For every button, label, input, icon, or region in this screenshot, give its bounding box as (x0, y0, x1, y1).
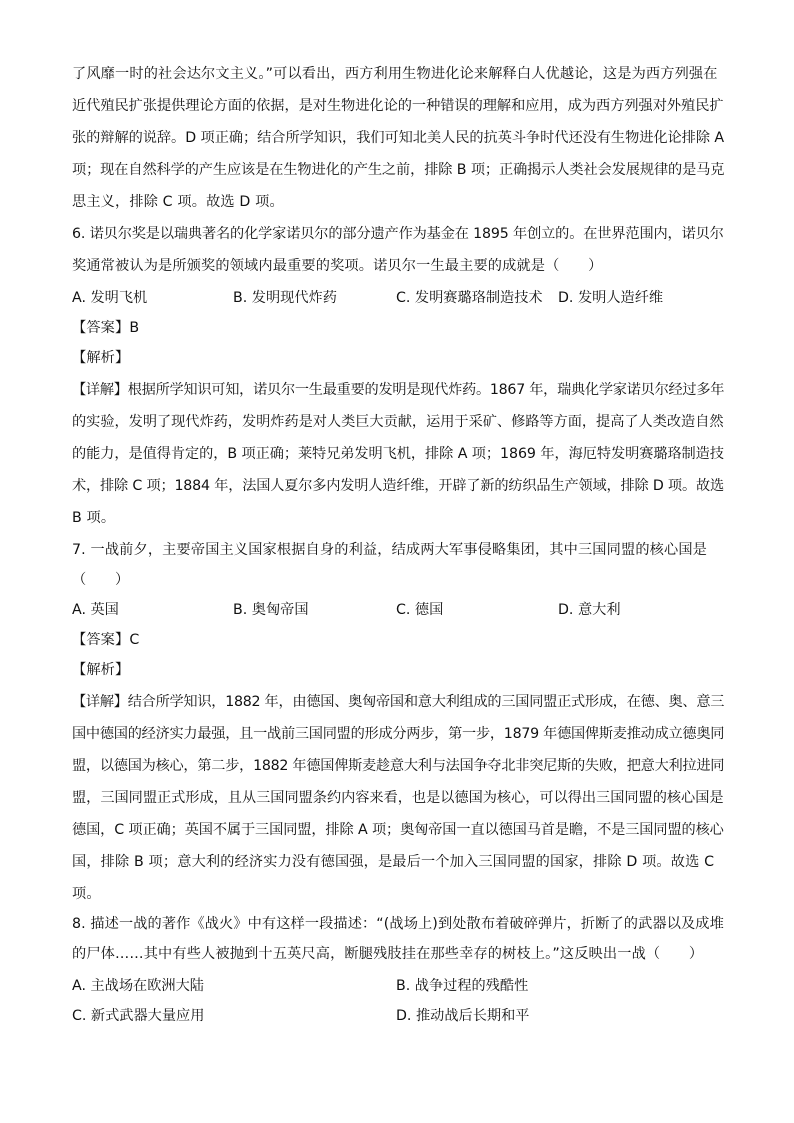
q8-option-a: A. 主战场在欧洲大陆 (72, 978, 204, 994)
q7-option-a: A. 英国 (72, 602, 119, 618)
q8-stem-line: 8. 描述一战的著作《战火》中有这样一段描述：“(战场上)到处散布着破碎弹片，折断了的武器以及成堆 (72, 916, 724, 932)
q8-option-b: B. 战争过程的残酷性 (396, 978, 529, 994)
q6-answer: 【答案】B (72, 320, 140, 336)
q6-detail-line: 术，排除 C 项；1884 年，法国人夏尔多内发明人造纤维，开辟了新的纺织品生产领域，排除 D 项。故选 (72, 478, 724, 494)
q7-detail-line: 项。 (72, 886, 101, 902)
q7-stem-line: （ ） (72, 572, 130, 588)
q7-detail-line: 德国，C 项正确；英国不属于三国同盟，排除 A 项；奥匈帝国一直以德国马首是瞻，不是三国同盟的核心 (72, 822, 724, 838)
q8-option-c: C. 新式武器大量应用 (72, 1008, 205, 1024)
q7-option-d: D. 意大利 (558, 602, 621, 618)
intro-line: 张的辩解的说辞。D 项正确；结合所学知识，我们可知北美人民的抗英斗争时代还没有生物进化论排除 A (72, 130, 725, 146)
q7-detail-line: 国，排除 B 项；意大利的经济实力没有德国强，是最后一个加入三国同盟的国家，排除 D 项。故选 C (72, 854, 715, 870)
q7-stem-line: 7. 一战前夕，主要帝国主义国家根据自身的利益，结成两大军事侵略集团，其中三国同盟的核心国是 (72, 542, 708, 558)
intro-line: 近代殖民扩张提供理论方面的依据，是对生物进化论的一种错误的理解和应用，成为西方列强对外殖民扩 (72, 98, 724, 114)
q7-detail-line: 盟，以德国为核心，第二步，1882 年德国俾斯麦趁意大利与法国争夺北非突尼斯的失败，把意大利拉进同 (72, 758, 725, 774)
q7-detail-line: 国中德国的经济实力最强，且一战前三国同盟的形成分两步，第一步，1879 年德国俾斯麦推动成立德奥同 (72, 726, 725, 742)
q6-option-d: D. 发明人造纤维 (558, 290, 664, 306)
intro-line: 项；现在自然科学的产生应该是在生物进化的产生之前，排除 B 项；正确揭示人类社会发展规律的是马克 (72, 162, 725, 178)
q6-stem-line: 6. 诺贝尔奖是以瑞典著名的化学家诺贝尔的部分遗产作为基金在 1895 年创立的。在世界范围内，诺贝尔 (72, 226, 724, 242)
q7-option-c: C. 德国 (396, 602, 444, 618)
intro-line: 了风靡一时的社会达尔文主义。”可以看出，西方利用生物进化论来解释白人优越论，这是为西方列强在 (72, 66, 718, 82)
q6-detail-line: B 项。 (72, 510, 116, 526)
q6-stem-line: 奖通常被认为是所颁奖的领域内最重要的奖项。诺贝尔一生最主要的成就是（ ） (72, 258, 603, 274)
q6-option-a: A. 发明飞机 (72, 290, 148, 306)
q6-detail-line: 的能力，是值得肯定的，B 项正确；莱特兄弟发明飞机，排除 A 项；1869 年，海厄特发明赛璐珞制造技 (72, 446, 724, 462)
q6-option-c: C. 发明赛璐珞制造技术 (396, 290, 543, 306)
q7-detail-line: 【详解】结合所学知识，1882 年，由德国、奥匈帝国和意大利组成的三国同盟正式形成，在德、奥、意三 (72, 694, 725, 710)
q6-detail-line: 的实验，发明了现代炸药，发明炸药是对人类巨大贡献，运用于采矿、修路等方面，提高了人类改造自然 (72, 414, 724, 430)
q7-answer: 【答案】C (72, 632, 140, 648)
q6-detail-line: 【详解】根据所学知识可知，诺贝尔一生最重要的发明是现代炸药。1867 年，瑞典化学家诺贝尔经过多年 (72, 382, 725, 398)
q8-option-d: D. 推动战后长期和平 (396, 1008, 530, 1024)
intro-line: 思主义，排除 C 项。故选 D 项。 (72, 194, 284, 210)
q6-option-b: B. 发明现代炸药 (233, 290, 337, 306)
q6-analysis-label: 【解析】 (72, 350, 130, 366)
q7-option-b: B. 奥匈帝国 (233, 602, 309, 618)
q7-analysis-label: 【解析】 (72, 662, 130, 678)
q8-stem-line: 的尸体……其中有些人被抛到十五英尺高，断腿残肢挂在那些幸存的树枝上。”这反映出一战（ ） (72, 946, 704, 962)
q7-detail-line: 盟，三国同盟正式形成，且从三国同盟条约内容来看，也是以德国为核心，可以得出三国同盟的核心国是 (72, 790, 724, 806)
